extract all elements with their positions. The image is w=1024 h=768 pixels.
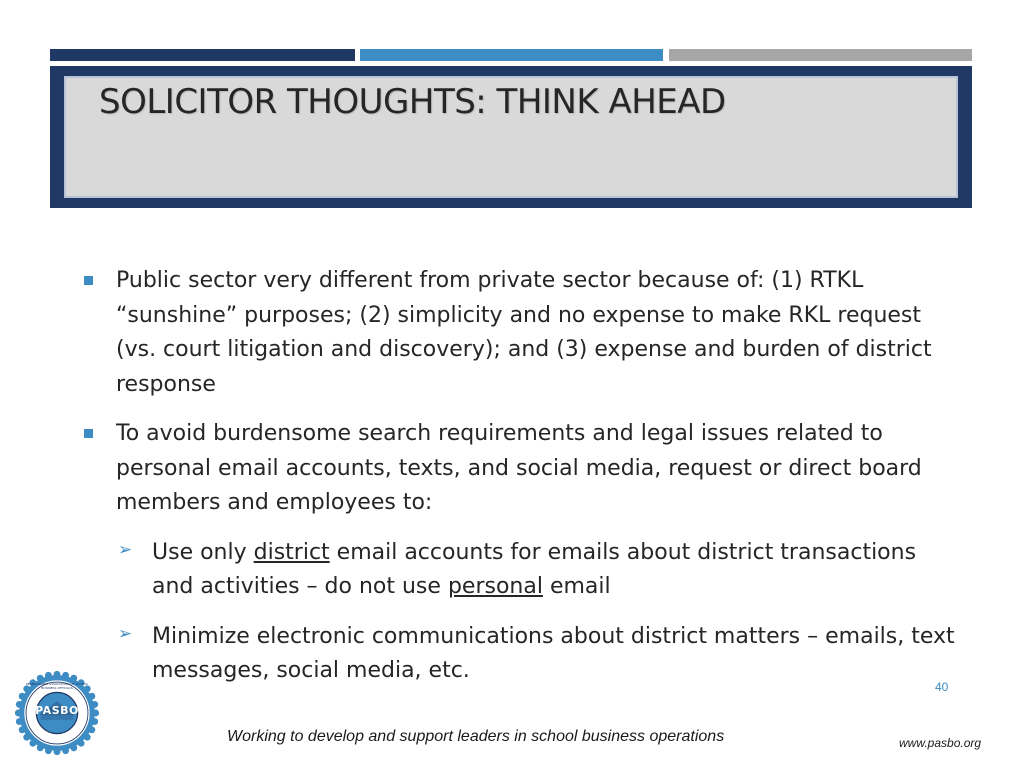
underlined-word-personal: personal (447, 574, 543, 599)
seal-tooth (45, 747, 52, 754)
page-number: 40 (935, 680, 949, 694)
logo-ring-text: PENNSYLVANIA ASSOCIATION OF SCHOOL BUSINESS OFFICIALS (25, 682, 89, 690)
seal-tooth (15, 710, 22, 717)
seal-tooth (91, 701, 98, 708)
top-accent-bar-blue (360, 49, 663, 61)
seal-tooth (54, 671, 61, 678)
seal-tooth (37, 675, 44, 682)
seal-tooth (16, 701, 23, 708)
seal-tooth (70, 744, 77, 751)
bullet-item (80, 264, 960, 402)
seal-tooth (84, 734, 91, 741)
slide-content (80, 264, 960, 704)
seal-tooth (88, 693, 95, 700)
sub-bullet-item (80, 536, 960, 605)
seal-tooth (29, 740, 36, 747)
sub-bullet-text: Minimize electronic communications about district matters – emails, text messages, social media, etc. (152, 623, 955, 683)
seal-tooth (88, 726, 95, 733)
arrow-bullet-icon: ➢ (118, 539, 133, 559)
seal-tooth (45, 672, 52, 679)
sub-bullet-text (152, 536, 960, 605)
arrow-bullet-icon: ➢ (118, 623, 133, 643)
underlined-word-district: district (253, 539, 330, 565)
bullet-item (80, 417, 960, 521)
seal-tooth (54, 748, 61, 755)
bullet-text: To avoid burdensome search requirements and legal issues related to personal email accounts, texts, and social media, request or direct board members and employees to: (116, 421, 922, 515)
seal-tooth (62, 672, 69, 679)
square-bullet-icon (84, 276, 93, 285)
seal-tooth (91, 718, 98, 725)
top-accent-bar-navy (50, 49, 355, 61)
top-accent-bar-gray (669, 49, 972, 61)
seal-tooth (37, 744, 44, 751)
logo-text: PASBO (35, 704, 79, 717)
text-segment: email (542, 574, 611, 599)
footer-tagline: Working to develop and support leaders in school business operations (227, 728, 725, 745)
seal-tooth (19, 693, 26, 700)
seal-tooth (62, 747, 69, 754)
seal-tooth (92, 710, 99, 717)
square-bullet-icon (84, 429, 93, 438)
footer-website: www.pasbo.org (899, 736, 982, 750)
seal-tooth (78, 740, 85, 747)
seal-tooth (19, 726, 26, 733)
bullet-text: Public sector very different from private sector because of: (1) RTKL “sunshine” purposes; (2) simplicity and no expense to make RKL request (vs. court litigation and discovery); and (3) expense and burden of district response (116, 268, 932, 397)
sub-bullet-item (80, 620, 960, 689)
slide-title: SOLICITOR THOUGHTS: THINK AHEAD (99, 82, 726, 122)
text-segment: Use only (152, 539, 254, 565)
seal-tooth (70, 675, 77, 682)
seal-tooth (16, 718, 23, 725)
seal-tooth (23, 734, 30, 741)
text-segment: email accounts for emails about district transactions and activities – do not use (152, 539, 917, 599)
